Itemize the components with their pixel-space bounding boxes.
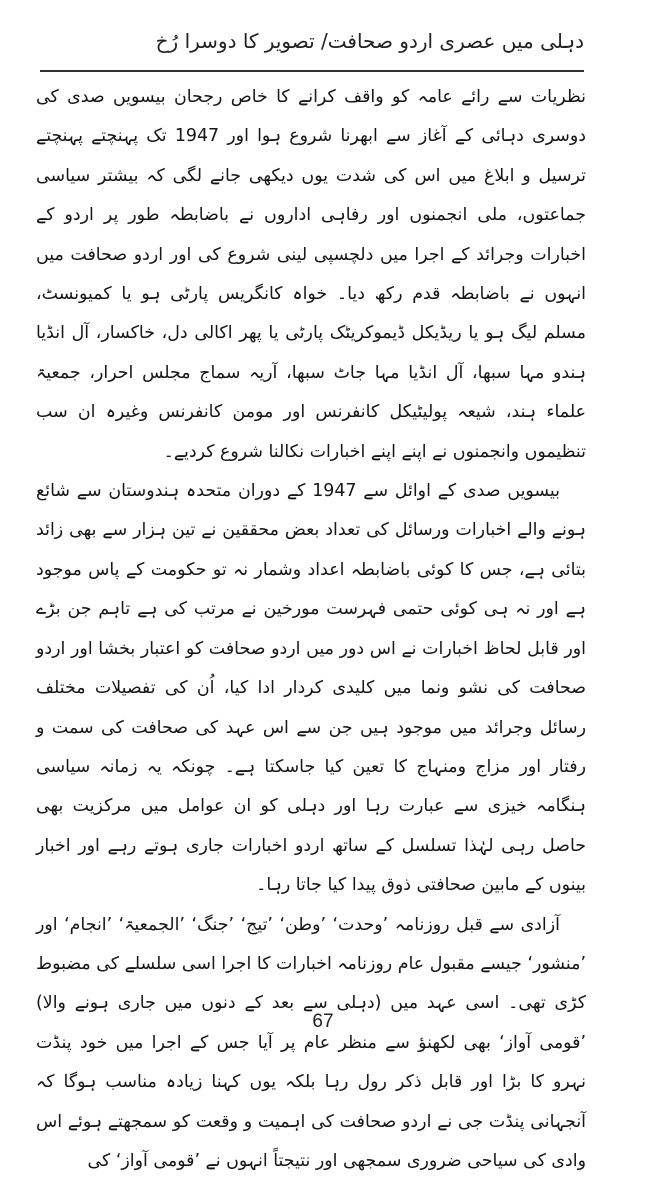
paragraph-1: نظریات سے رائے عامہ کو واقف کرانے کا خاص رجحان بیسویں صدی کی دوسری دہائی کے آغاز سے ابھرنا شروع ہوا اور 1947 تک پہنچتے پہنچتے ترسیل و ابلاغ میں اس کی شدت یوں دیکھی جانے لگی کہ بیشتر سیاسی جماعتوں، ملی انجمنوں اور رفاہی اداروں نے باضابطہ طور پر اردو کے اخبارات وجرائد کے اجرا میں دلچسپی لینی شروع کی اور اردو صحافت میں انہوں نے باضابطہ قدم رکھ دیا۔ خواہ کانگریس پارٹی ہو یا کمیونسٹ، مسلم لیگ ہو یا ریڈیکل ڈیموکریٹک پارٹی یا پھر اکالی دل، خاکسار، آل انڈیا ہندو مہا سبھا، آل انڈیا مہا جاٹ سبھا، آریہ سماج مجلس احرار، جمعیۃ علماء ہند، شیعہ پولیٹیکل کانفرنس اور مومن کانفرنس وغیرہ ان سب تنظیموں وانجمنوں نے اپنے اپنے اخبارات نکالنا شروع کردیے۔ xyxy=(36,87,587,462)
header-divider xyxy=(40,70,584,72)
running-header: دہلی میں عصری اردو صحافت/ تصویر کا دوسرا رُخ xyxy=(155,29,584,53)
page-number: 67 xyxy=(312,1011,334,1032)
paragraph-2: بیسویں صدی کے اوائل سے 1947 کے دوران متحدہ ہندوستان سے شائع ہونے والے اخبارات ورسائل کی تعداد بعض محققین نے تین ہزار سے بھی زائد بتائی ہے، جس کا کوئی باضابطہ اعداد وشمار نہ تو حکومت کے پاس موجود ہے اور نہ ہی کوئی حتمی فہرست مورخین نے مرتب کی ہے تاہم جن بڑے اور قابل لحاظ اخبارات نے اس دور میں اردو صحافت کو اعتبار بخشا اور اردو صحافت کی نشو ونما میں کلیدی کردار ادا کیا، اُن کی تفصیلات مختلف رسائل وجرائد میں موجود ہیں جن سے اس عہد کی صحافت کی سمت و رفتار اور مزاج ومنہاج کا تعین کیا جاسکتا ہے۔ چونکہ یہ زمانہ سیاسی ہنگامہ خیزی سے عبارت رہا اور دہلی کو ان عوامل میں مرکزیت بھی حاصل رہی لہٰذا تسلسل کے ساتھ اردو اخبارات جاری ہوتے رہے اور اخبار بینوں کے مابین صحافتی ذوق پیدا کیا جاتا رہا۔ xyxy=(36,481,586,896)
paragraph-3: آزادی سے قبل روزنامہ ’وحدت‘ ’وطن‘ ’تیج‘ ’جنگ‘ ’الجمعیۃ‘ ’انجام‘ اور ’منشور‘ جیسے مقبول عام روزنامہ اخبارات کا اجرا اسی سلسلے کی مضبوط کڑی تھی۔ اسی عہد میں (دہلی سے بعد کے دنوں میں جاری ہونے والا) ’قومی آواز‘ بھی لکھنؤ سے منظر عام پر آیا جس کے اجرا میں خود پنڈت نہرو کا بڑا اور قابل ذکر رول رہا بلکہ یوں کہنا زیادہ مناسب ہوگا کہ آنجہانی پنڈت جی نے اردو صحافت کی اہمیت و وقعت کو سمجھتے ہوئے اس وادی کی سیاحی ضروری سمجھی اور نتیجتاً انہوں نے ’قومی آواز‘ کی xyxy=(36,914,586,1171)
